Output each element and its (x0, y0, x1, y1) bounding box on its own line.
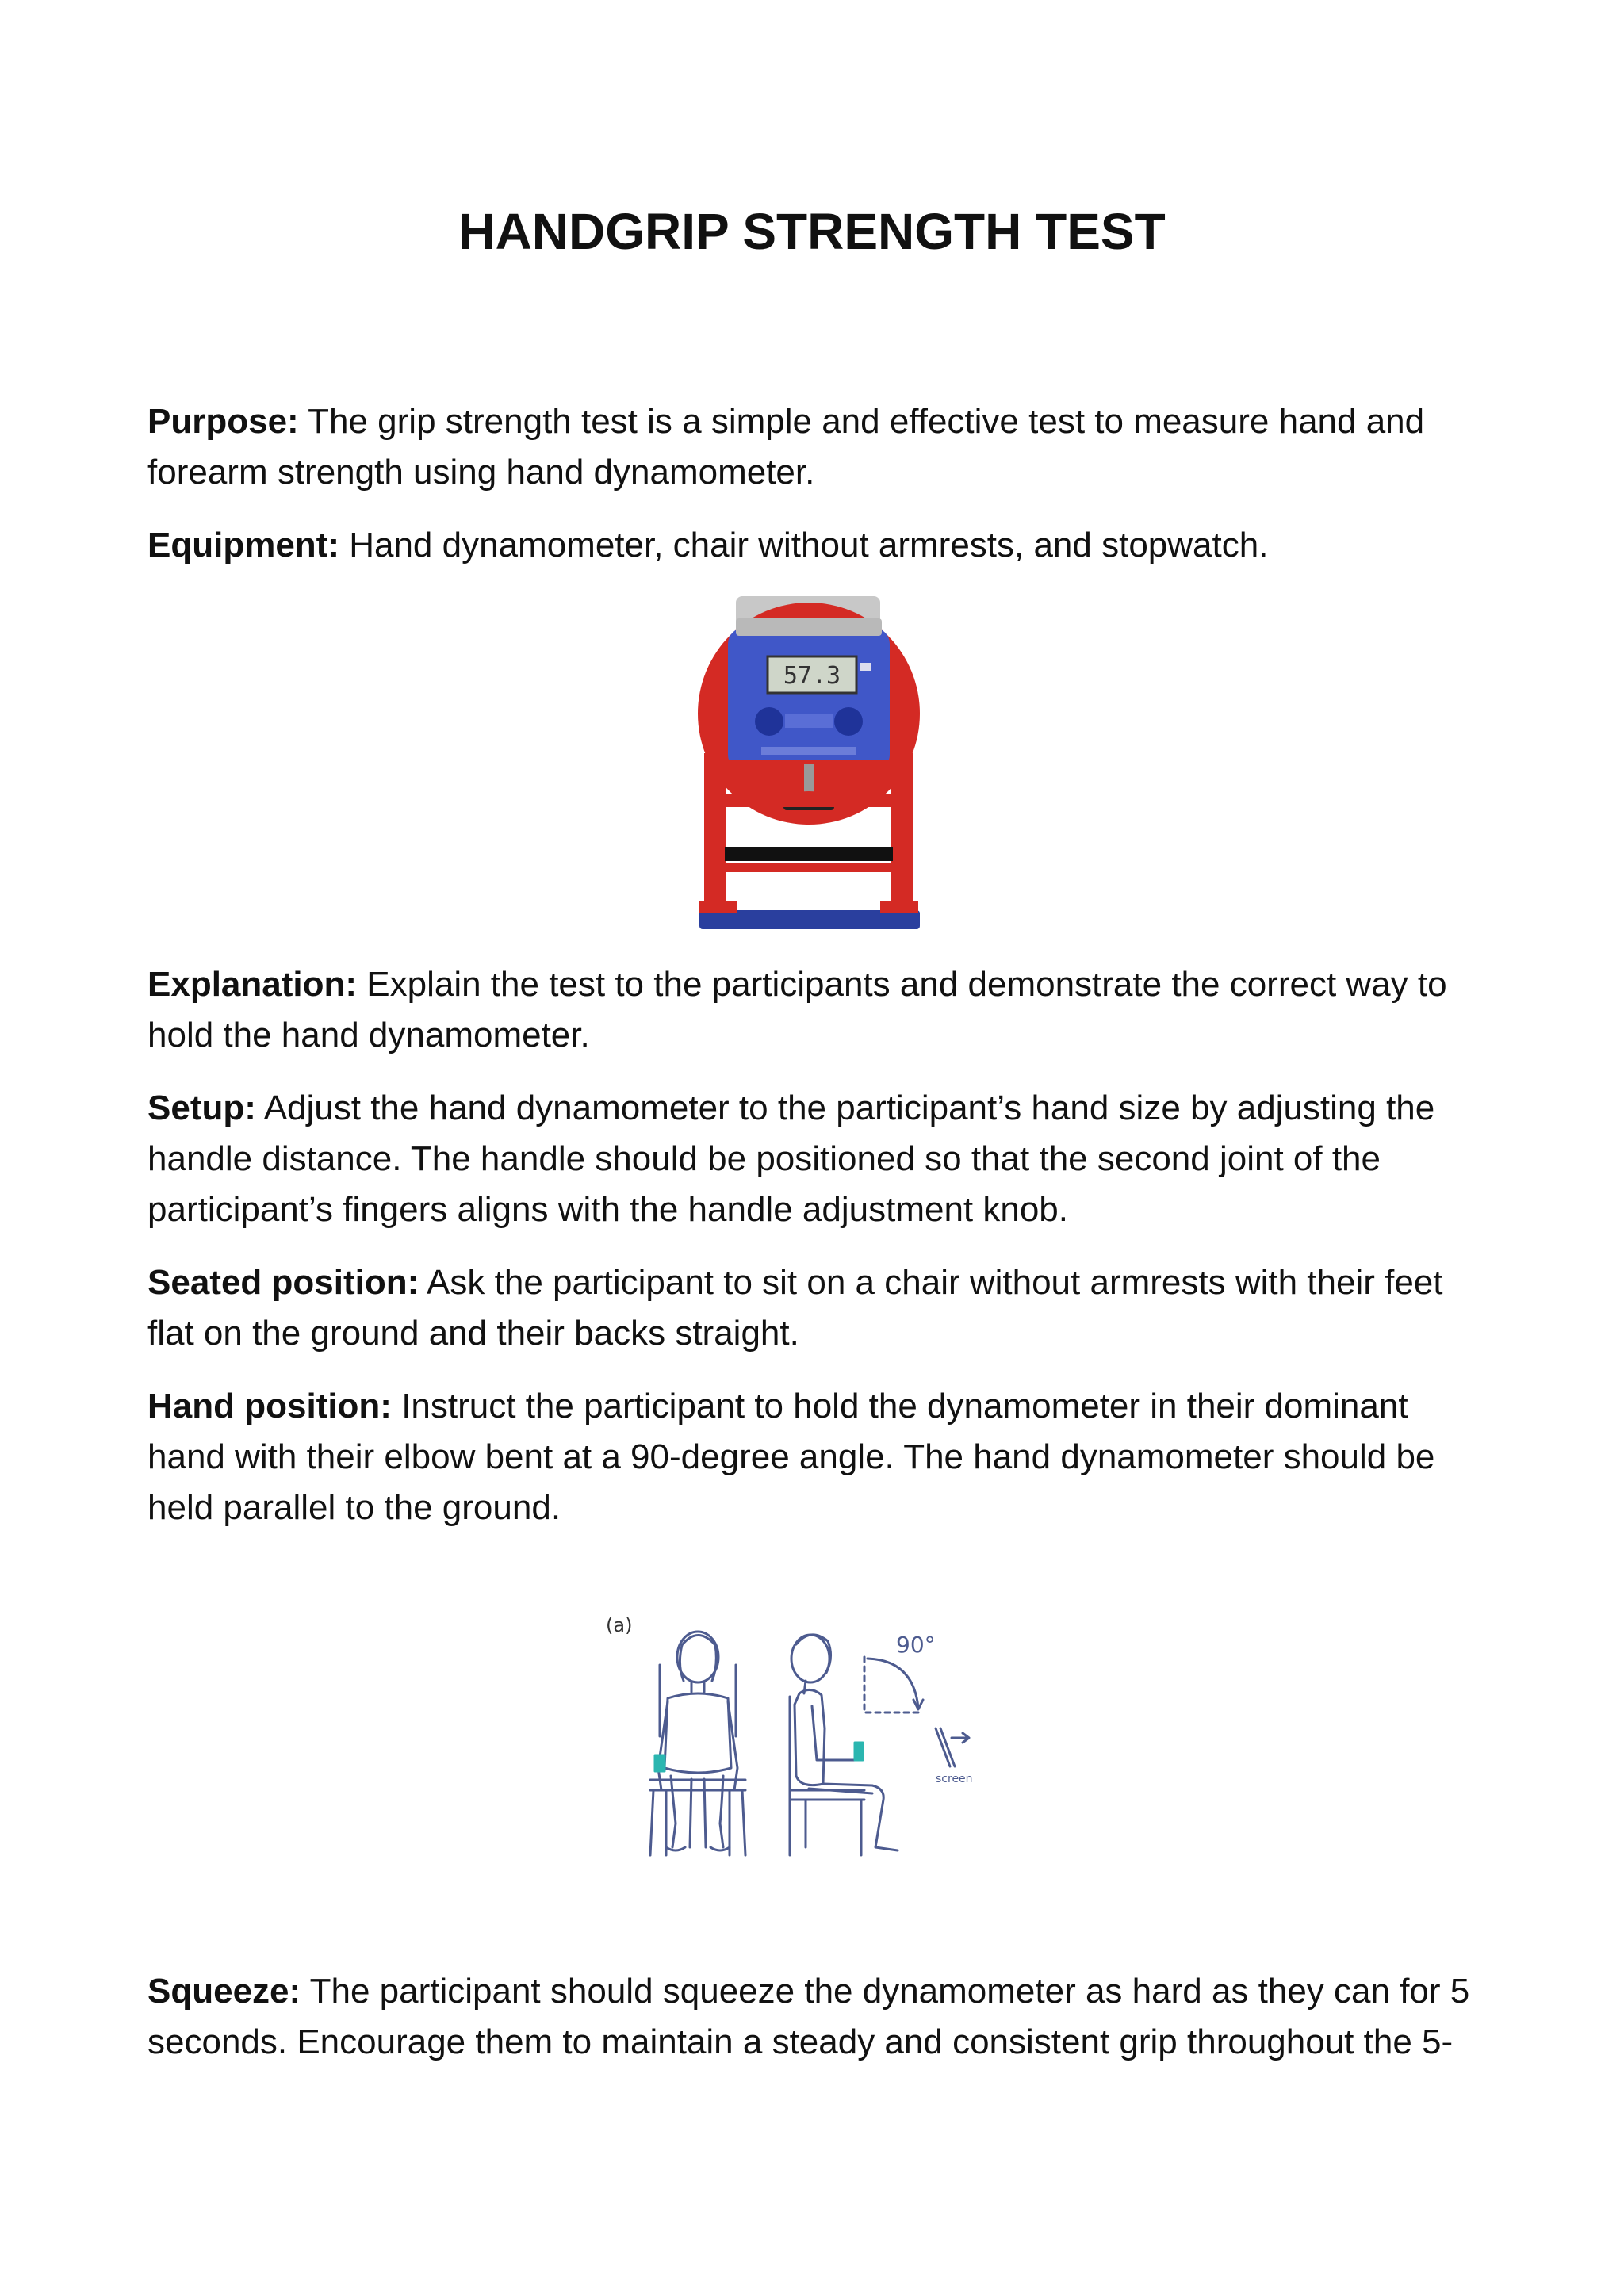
seated-position-label: Seated position: (147, 1263, 419, 1302)
purpose-text: The grip strength test is a simple and effective test to measure hand and forearm strength using hand dynamometer. (147, 402, 1425, 492)
setup-text: Adjust the hand dynamometer to the participant’s hand size by adjusting the handle distance. The handle should be positioned so that the second joint of the participant’s fingers aligns with the handle adjustment knob. (147, 1089, 1435, 1229)
explanation-paragraph (147, 959, 1488, 1061)
angle-label: 90° (896, 1632, 936, 1658)
setup-paragraph (147, 1083, 1488, 1235)
squeeze-paragraph (147, 1966, 1488, 2068)
equipment-paragraph (147, 520, 1488, 571)
squeeze-text: The participant should squeeze the dynamometer as hard as they can for 5 seconds. Encourage them to maintain a steady and consistent grip throughout the 5- (147, 1972, 1470, 2061)
purpose-paragraph (147, 396, 1488, 498)
hand-position-paragraph (147, 1381, 1488, 1533)
squeeze-label: Squeeze: (147, 1972, 301, 2011)
front-view-figure (650, 1632, 745, 1855)
right-angle-diagram (864, 1632, 936, 1712)
screen-label: screen (936, 1773, 973, 1785)
side-view-figure (790, 1635, 898, 1855)
seated-position-text: Ask the participant to sit on a chair without armrests with their feet flat on the ground and their backs straight. (147, 1263, 1443, 1353)
figure-panel-label: (a) (606, 1614, 633, 1636)
hand-dynamometer-photo (690, 595, 928, 936)
dynamometer-display-value: 57.3 (783, 662, 841, 690)
page-title: HANDGRIP STRENGTH TEST (458, 203, 1166, 260)
purpose-label: Purpose: (147, 402, 299, 441)
screen-indicator-icon (936, 1728, 973, 1785)
seated-position-paragraph (147, 1257, 1488, 1359)
explanation-text: Explain the test to the participants and demonstrate the correct way to hold the hand dynamometer. (147, 965, 1447, 1054)
hand-position-label: Hand position: (147, 1387, 392, 1425)
equipment-label: Equipment: (147, 526, 339, 564)
hand-position-text: Instruct the participant to hold the dynamometer in their dominant hand with their elbow bent at a 90-degree angle. The hand dynamometer should be held parallel to the ground. (147, 1387, 1435, 1527)
explanation-label: Explanation: (147, 965, 358, 1004)
seated-posture-illustration (603, 1609, 1015, 1871)
setup-label: Setup: (147, 1089, 256, 1127)
equipment-text: Hand dynamometer, chair without armrests, and stopwatch. (349, 526, 1269, 564)
